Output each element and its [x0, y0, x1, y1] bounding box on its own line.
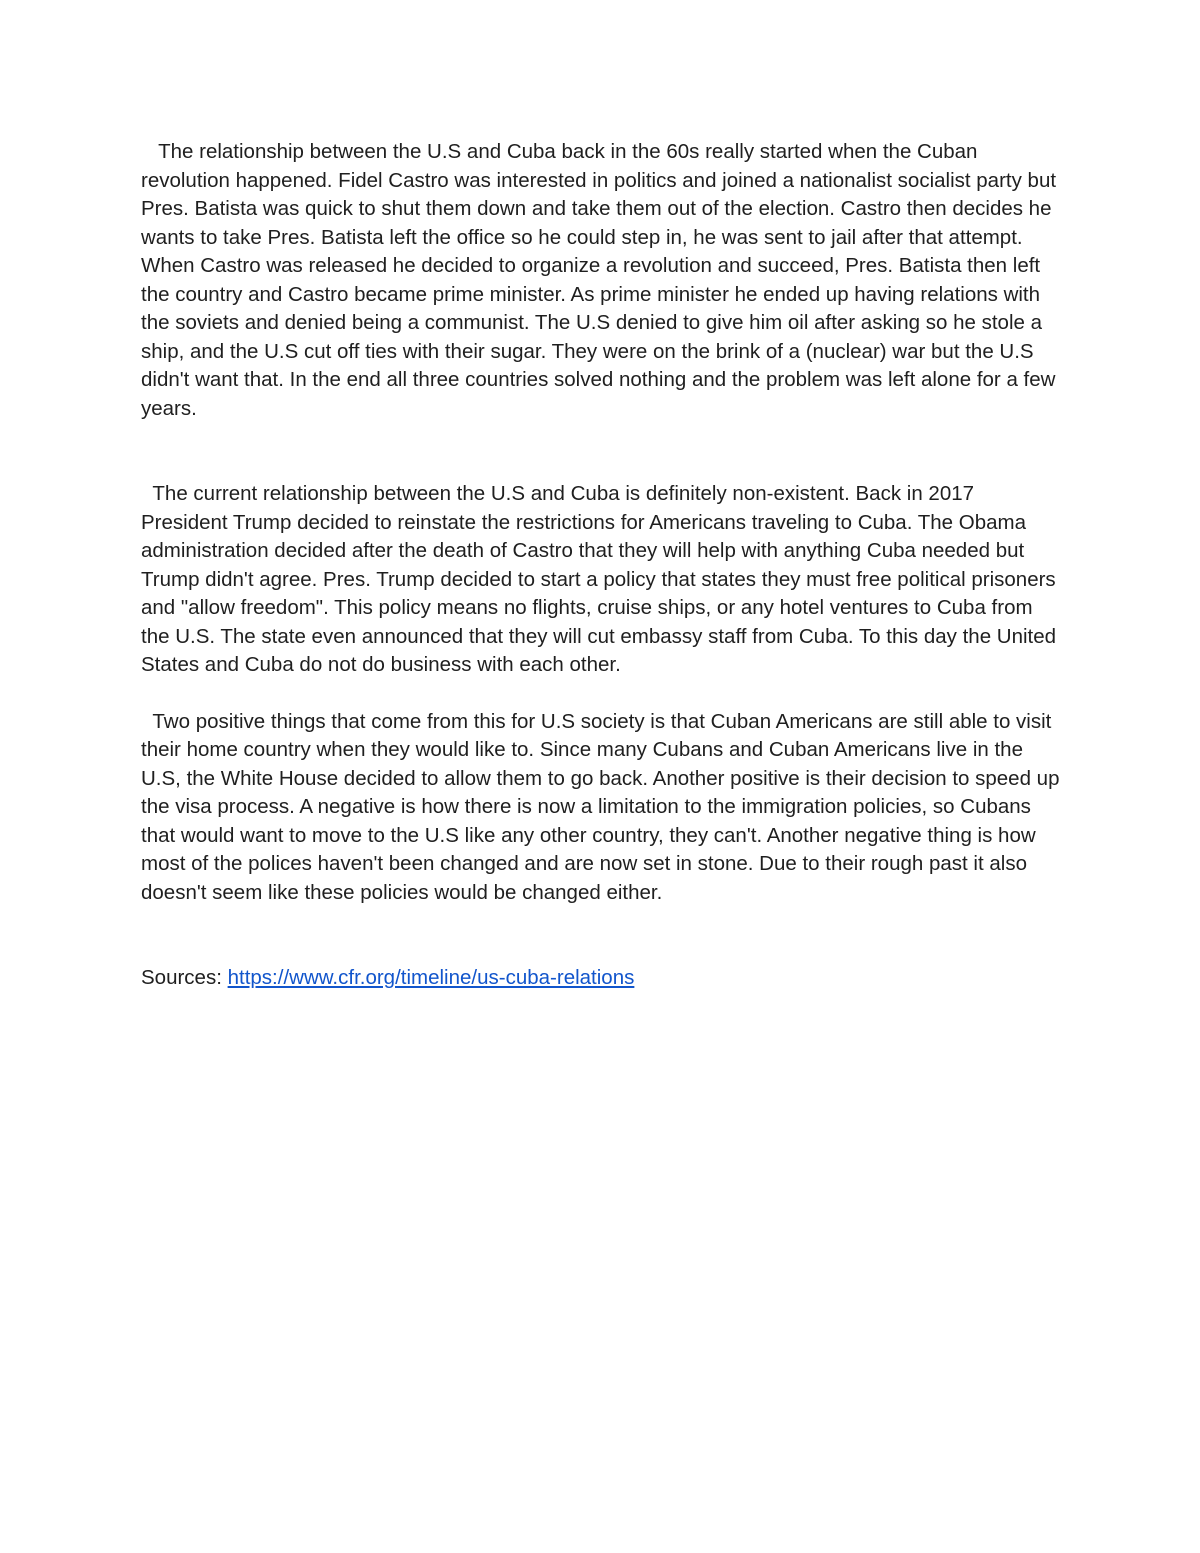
paragraph-history: The relationship between the U.S and Cuba back in the 60s really started when the Cuban revolution happened. Fidel Castro was interested in politics and joined a nationalist socialist party but Pres. Batista was quick to shut them down and take them out of the election. Castro then decides he wants to take Pres. Batista left the office so he could step in, he was sent to jail after that attempt. When Castro was released he decided to organize a revolution and succeed, Pres. Batista then left the country and Castro became prime minister. As prime minister he ended up having relations with the soviets and denied being a communist. The U.S denied to give him oil after asking so he stole a ship, and the U.S cut off ties with their sugar. They were on the brink of a (nuclear) war but the U.S didn't want that. In the end all three countries solved nothing and the problem was left alone for a few years. — [141, 140, 1062, 420]
paragraph-positives-negatives: Two positive things that come from this for U.S society is that Cuban Americans are still able to visit their home country when they would like to. Since many Cubans and Cuban Americans live in the U.S, the White House decided to allow them to go back. Another positive is their decision to speed up the visa process. A negative is how there is now a limitation to the immigration policies, so Cubans that would want to move to the U.S like any other country, they can't. Another negative thing is how most of the polices haven't been changed and are now set in stone. Due to their rough past it also doesn't seem like these policies would be changed either. — [141, 709, 1066, 904]
sources-line — [141, 964, 1061, 993]
document-body — [141, 138, 1066, 993]
sources-link[interactable]: https://www.cfr.org/timeline/us-cuba-relations — [227, 966, 635, 989]
paragraph-current-relationship: The current relationship between the U.S and Cuba is definitely non-existent. Back in 2017 President Trump decided to reinstate the restrictions for Americans traveling to Cuba. The Obama administration decided after the death of Castro that they will help with anything Cuba needed but Trump didn't agree. Pres. Trump decided to start a policy that states they must free political prisoners and "allow freedom". This policy means no flights, cruise ships, or any hotel ventures to Cuba from the U.S. The state even announced that they will cut embassy staff from Cuba. To this day the United States and Cuba do not do business with each other. — [141, 482, 1062, 676]
sources-label: Sources: — [141, 966, 228, 989]
